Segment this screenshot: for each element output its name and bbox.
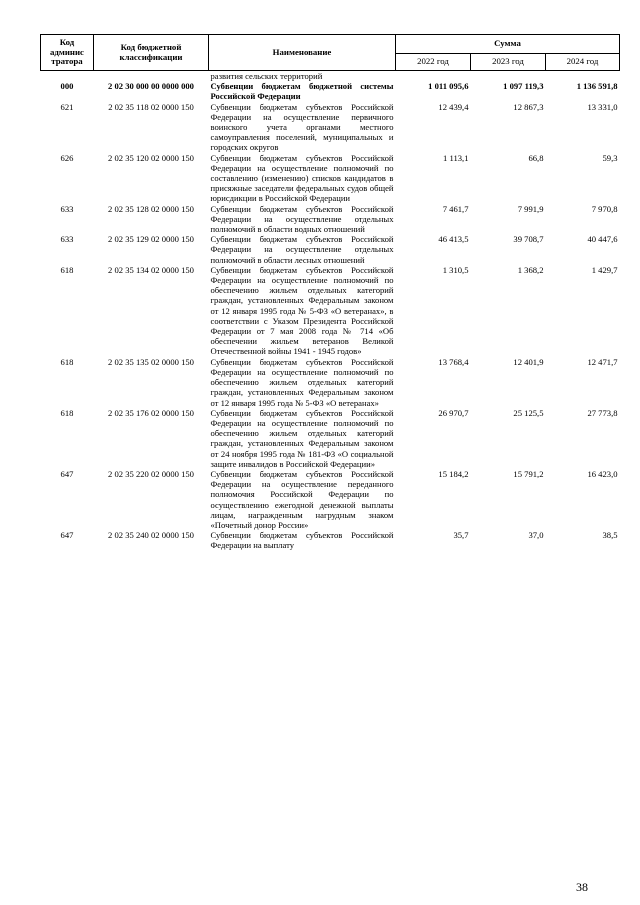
header-year-2022: 2022 год: [396, 54, 471, 71]
budget-code-cell: 2 02 35 135 02 0000 150: [108, 356, 194, 367]
amount-2024-cell: 12 471,7: [587, 356, 618, 367]
amount-2022-cell: 7 461,7: [442, 203, 469, 214]
amount-2023-cell: 12 401,9: [513, 356, 544, 367]
table-row: [41, 469, 620, 530]
amount-2022-cell: 1 310,5: [442, 264, 469, 275]
header-year-2024: 2024 год: [546, 54, 620, 71]
amount-2023-cell: 1 097 119,3: [503, 81, 544, 92]
page-number: 38: [576, 880, 588, 894]
admin-code-cell: 633: [60, 234, 74, 245]
table-row: [41, 265, 620, 357]
budget-code-cell: 2 02 35 120 02 0000 150: [108, 152, 194, 163]
budget-table: [40, 34, 620, 551]
table-row: [41, 81, 620, 101]
name-cell: Субвенции бюджетам субъектов Российской Федерации на осуществление первичного воинского учета органами местного самоуправления поселений, муниципальных и городских округов: [210, 101, 394, 153]
amount-2022-cell: 46 413,5: [438, 234, 469, 245]
name-cell: Субвенции бюджетам субъектов Российской Федерации на осуществление отдельных полномочий в области лесных отношений: [210, 234, 394, 265]
amount-2023-cell: 66,8: [528, 152, 544, 163]
amount-2024-cell: 40 447,6: [587, 234, 618, 245]
admin-code-cell: 626: [60, 152, 74, 163]
amount-2024-cell: 16 423,0: [587, 468, 618, 479]
name-cell: Субвенции бюджетам бюджетной системы Российской Федерации: [210, 81, 394, 102]
admin-code-cell: 647: [60, 530, 74, 541]
admin-code-cell: 618: [60, 356, 74, 367]
amount-2024-cell: 27 773,8: [587, 407, 618, 418]
name-cell: Субвенции бюджетам субъектов Российской Федерации на осуществление переданного полномочия Российской Федерации по осуществлению ежегодной денежной выплаты лицам, награжденным нагрудным знаком «Почетный донор России»: [210, 468, 394, 530]
table-body: [41, 71, 620, 551]
budget-code-cell: 2 02 35 176 02 0000 150: [108, 407, 194, 418]
amount-2024-cell: 13 331,0: [587, 101, 618, 112]
budget-code-cell: 2 02 35 134 02 0000 150: [108, 264, 194, 275]
table-row: [41, 357, 620, 408]
table-row-continued: [41, 71, 620, 82]
amount-2023-cell: 1 368,2: [517, 264, 544, 275]
table-row: [41, 153, 620, 204]
budget-code-cell: 2 02 35 128 02 0000 150: [108, 203, 194, 214]
amount-2022-cell: 26 970,7: [438, 407, 469, 418]
amount-2024-cell: 7 970,8: [591, 203, 618, 214]
budget-code-cell: 2 02 35 118 02 0000 150: [108, 101, 194, 112]
header-name: Наименование: [209, 35, 396, 71]
table-row: [41, 234, 620, 265]
amount-2022-cell: 1 113,1: [443, 152, 469, 163]
admin-code-cell: 647: [60, 468, 74, 479]
amount-2023-cell: 39 708,7: [513, 234, 544, 245]
name-cell: Субвенции бюджетам субъектов Российской Федерации на осуществление полномочий по обеспечению жильем отдельных категорий граждан, установленных Федеральным законом от 24 ноября 1995 года № 181-ФЗ «О социальной защите инвалидов в Российской Федерации»: [210, 407, 394, 469]
budget-code-cell: 2 02 35 240 02 0000 150: [108, 530, 194, 541]
admin-code-cell: 621: [60, 101, 74, 112]
amount-2023-cell: 25 125,5: [513, 407, 544, 418]
amount-2023-cell: 7 991,9: [517, 203, 544, 214]
continued-text: развития сельских территорий: [210, 71, 323, 81]
name-cell: Субвенции бюджетам субъектов Российской Федерации на осуществление полномочий по обеспечению жильем отдельных категорий граждан, установленных Федеральным законом от 12 января 1995 года № 5-ФЗ «О ветеранах»: [210, 356, 394, 408]
table-header: [41, 35, 620, 71]
table-row: [41, 102, 620, 153]
amount-2024-cell: 59,3: [602, 152, 618, 163]
amount-2024-cell: 38,5: [602, 530, 618, 541]
budget-code-cell: 2 02 30 000 00 0000 000: [108, 81, 194, 92]
amount-2023-cell: 37,0: [528, 530, 544, 541]
budget-code-cell: 2 02 35 129 02 0000 150: [108, 234, 194, 245]
name-cell: Субвенции бюджетам субъектов Российской Федерации на осуществление отдельных полномочий в области водных отношений: [210, 203, 394, 235]
admin-code-cell: 618: [60, 407, 74, 418]
amount-2022-cell: 13 768,4: [438, 356, 469, 367]
header-code: Код бюджетной классификации: [94, 35, 209, 71]
header-admin: Код админис тратора: [41, 35, 94, 71]
table-row: [41, 204, 620, 235]
table-row: [41, 530, 620, 550]
name-cell: Субвенции бюджетам субъектов Российской Федерации на осуществление полномочий по обеспечению жильем отдельных категорий граждан, установленных Федеральным законом от 12 января 1995 года № 5-ФЗ «О ветеранах», в соответствии с Указом Президента Российской Федерации от 7 мая 2008 года № 714 «Об обеспечении жильем ветеранов Великой Отечественной войны 1941 - 1945 годов»: [210, 264, 394, 357]
budget-code-cell: 2 02 35 220 02 0000 150: [108, 468, 194, 479]
admin-code-cell: 633: [60, 203, 74, 214]
amount-2022-cell: 15 184,2: [438, 468, 469, 479]
amount-2022-cell: 35,7: [453, 530, 469, 541]
amount-2022-cell: 1 011 095,6: [428, 81, 469, 92]
admin-code-cell: 000: [60, 81, 74, 92]
amount-2023-cell: 12 867,3: [513, 101, 544, 112]
header-year-2023: 2023 год: [471, 54, 546, 71]
name-cell: Субвенции бюджетам субъектов Российской Федерации на выплату: [210, 530, 394, 551]
name-cell: Субвенции бюджетам субъектов Российской Федерации на осуществление полномочий по составлению (изменению) списков кандидатов в присяжные заседатели федеральных судов общей юрисдикции в Российской Федерации: [210, 152, 394, 204]
amount-2022-cell: 12 439,4: [438, 101, 469, 112]
amount-2023-cell: 15 791,2: [513, 468, 544, 479]
header-sum: Сумма: [396, 35, 620, 54]
table-row: [41, 408, 620, 469]
amount-2024-cell: 1 429,7: [591, 264, 618, 275]
admin-code-cell: 618: [60, 264, 74, 275]
amount-2024-cell: 1 136 591,8: [576, 81, 618, 92]
